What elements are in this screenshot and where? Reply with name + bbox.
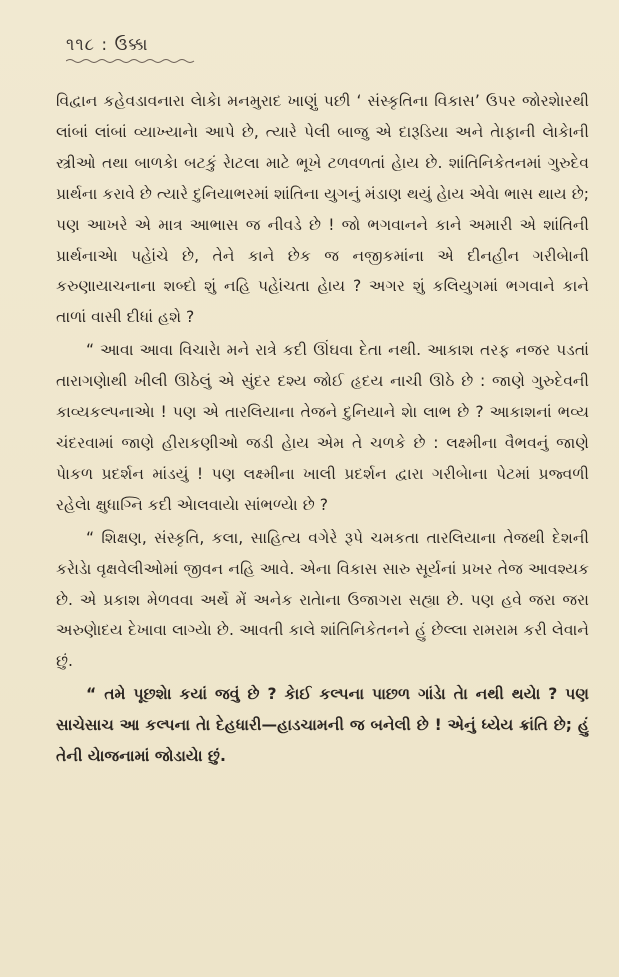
paragraph: “ તમે પૂછશેા કયાં જવું છે ? કેાઈ કલ્પના પાછળ ગાંડેા તેા નથી થયેા ? પણ સાચેસાચ આ કલ્પના તેા દેહધારી—હાડચામની જ બનેલી છે ! એનું ધ્યેય ક્રાંતિ છે; હું તેની યેાજનામાં જોડાયેા છું. [56, 685, 589, 766]
chapter-title: ઉક્કા [114, 35, 149, 55]
decorative-rule [66, 58, 196, 64]
page-number: ૧૧૮ [66, 35, 96, 55]
head-separator: : [101, 35, 109, 55]
paragraph: “ આવા આવા વિચારેા મને રાત્રે કદી ઊંઘવા દેતા નથી. આકાશ તરફ નજર પડતાં તારાગણેાથી ખીલી ઊઠેલું એ સુંદર દશ્ય જોઈ હૃદય નાચી ઊઠે છે : જાણે ગુરુદેવની કાવ્યકલ્પનાએા ! પણ એ તારલિયાના તેજને દુનિયાને શેા લાભ છે ? આકાશનાં ભવ્ય ચંદરવામાં જાણે હીરાકણીઓ જડી હેાય એમ તે ચળકે છે : લક્ષ્મીના વૈભવનું જાણે પેાકળ પ્રદર્શન માંડયું ! પણ લક્ષ્મીના ખાલી પ્રદર્શન દ્વારા ગરીબેાના પેટમાં પ્રજ્વળી રહેલેા ક્ષુધાગ્નિ કદી એાલવાયેા સાંભળ્યેા છે ? [56, 341, 589, 514]
paragraph: વિદ્વાન કહેવડાવનારા લેાકેા મનમુરાદ ખાણું પછી ‘ સંસ્કૃતિના વિકાસ’ ઉપર જોરશેારથી લાંબાં લાંબાં વ્યાખ્યાનેા આપે છે, ત્યારે પેલી બાજુ એ દારૂડિયા અને તેાફાની લેાકેાની સ્ત્રીઓ તથા બાળકેા બટકું રેાટલા માટે ભૂખે ટળવળતાં હેાય છે. શાંતિનિકેતનમાં ગુરુદેવ પ્રાર્થના કરાવે છે ત્યારે દુનિયાભરમાં શાંતિના યુગનું મંડાણ થયું હેાય એવેા ભાસ થાય છે; પણ આખરે એ માત્ર આભાસ જ નીવડે છે ! જો ભગવાનને કાને અમારી એ શાંતિની પ્રાર્થનાએા પહેાંચે છે, તેને કાને છેક જ નજીકમાંના એ દીનહીન ગરીબેાની કરુણાયાચનાના શબ્દો શું નહિ પહેાંચતા હેાય ? અગર શું કલિયુગમાં ભગવાને કાને તાળાં વાસી દીધાં હશે ? [56, 92, 589, 327]
paragraph: “ શિક્ષણ, સંસ્કૃતિ, કલા, સાહિત્ય વગેરે રૂપે ચમકતા તારલિયાના તેજથી દેશની કરેાડેા વૃક્ષવેલીઓમાં જીવન નહિ આવે. એના વિકાસ સારુ સૂર્યનાં પ્રખર તેજ આવશ્યક છે. એ પ્રકાશ મેળવવા અર્થે મેં અનેક રાતેાના ઉજાગરા સહ્યા છે. પણ હવે જરા જરા અરુણેાદય દેખાવા લાગ્યેા છે. આવતી કાલે શાંતિનિકેતનને હું છેલ્લા રામરામ કરી લેવાને છું. [56, 528, 589, 671]
running-head [66, 34, 589, 56]
